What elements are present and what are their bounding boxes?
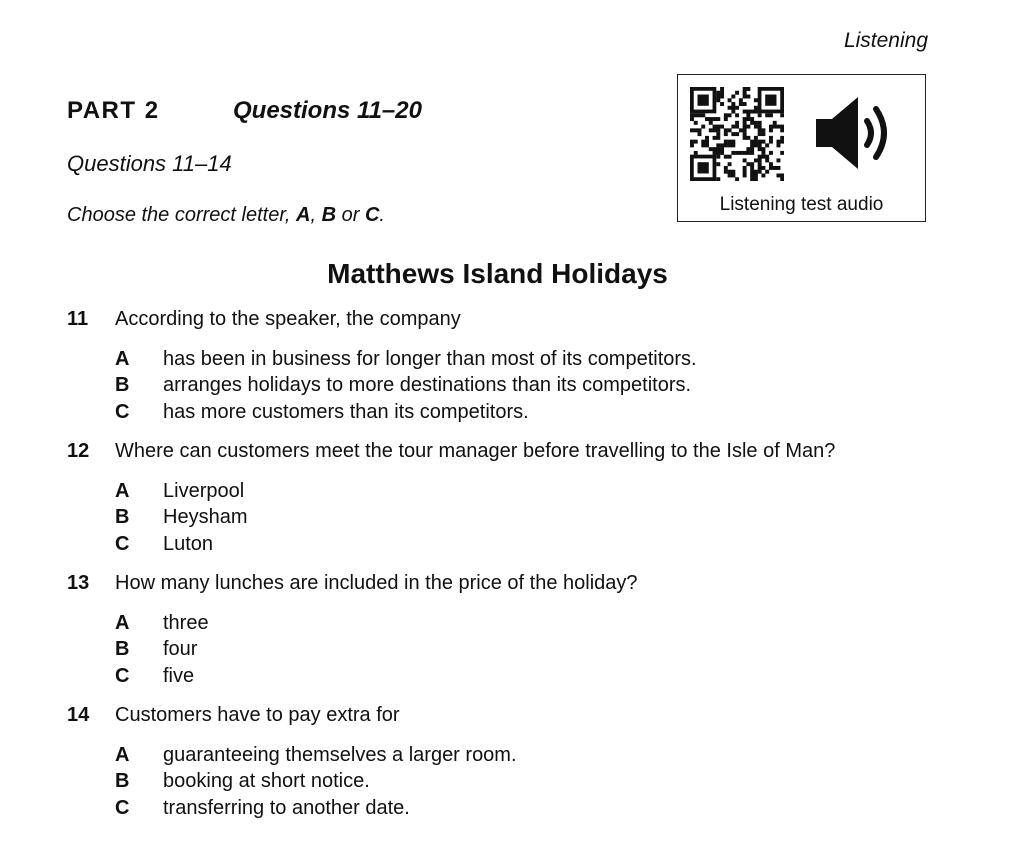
option-letter: C [115, 532, 130, 555]
question-text: Where can customers meet the tour manager before travelling to the Isle of Man? [115, 440, 836, 462]
option-text: booking at short notice. [163, 770, 370, 793]
audio-label: Listening test audio [719, 194, 884, 215]
option-letter: C [115, 664, 130, 687]
option-a[interactable] [115, 478, 967, 504]
question-number: 12 [67, 440, 90, 462]
option-c[interactable] [115, 399, 967, 425]
option-letter: A [115, 744, 130, 766]
option-letter: B [115, 374, 130, 397]
option-letter: C [115, 400, 130, 423]
option-text: has been in business for longer than most of its competitors. [163, 348, 697, 370]
audio-box[interactable] [677, 74, 926, 222]
instruction-suffix: . [379, 204, 385, 226]
question-number: 13 [67, 572, 90, 594]
option-letter: C [115, 796, 130, 819]
option-b[interactable] [115, 504, 967, 530]
instruction-letter-a: A [296, 204, 311, 226]
option-letter: A [115, 348, 130, 370]
option-text: Liverpool [163, 480, 245, 502]
option-c[interactable] [115, 663, 967, 689]
instruction-sep: or [336, 204, 365, 226]
question-text: According to the speaker, the company [115, 308, 461, 330]
instruction-letter-b: B [321, 204, 337, 226]
option-letter: B [115, 506, 130, 529]
question-14 [67, 702, 967, 821]
option-letter: B [115, 770, 130, 793]
part-title: PART 2 [67, 97, 160, 124]
option-b[interactable] [115, 768, 967, 794]
question-12 [67, 438, 967, 557]
instruction-text: Choose the correct letter, [67, 204, 297, 226]
question-number: 11 [67, 308, 89, 330]
option-c[interactable] [115, 795, 967, 821]
part-questions-range: Questions 11–20 [233, 97, 422, 124]
speaker-icon[interactable] [812, 93, 898, 178]
qr-code[interactable] [690, 87, 784, 186]
document-title: Matthews Island Holidays [327, 258, 668, 289]
option-a[interactable] [115, 346, 967, 372]
option-letter: B [115, 638, 130, 661]
option-text: Heysham [163, 506, 248, 529]
question-text: Customers have to pay extra for [115, 704, 400, 726]
option-text: three [163, 612, 209, 634]
option-c[interactable] [115, 531, 967, 557]
option-text: arranges holidays to more destinations than its competitors. [163, 374, 692, 397]
option-a[interactable] [115, 742, 967, 768]
option-text: five [163, 664, 195, 687]
question-number: 14 [67, 704, 90, 726]
question-11 [67, 306, 967, 425]
option-text: transferring to another date. [163, 796, 410, 819]
instruction-sep: , [310, 204, 322, 226]
option-b[interactable] [115, 636, 967, 662]
option-text: guaranteeing themselves a larger room. [163, 744, 517, 766]
option-b[interactable] [115, 372, 967, 398]
option-letter: A [115, 612, 130, 634]
question-13 [67, 570, 967, 689]
option-a[interactable] [115, 610, 967, 636]
option-text: four [163, 638, 198, 661]
option-text: has more customers than its competitors. [163, 400, 529, 423]
question-text: How many lunches are included in the price of the holiday? [115, 572, 638, 594]
sub-heading: Questions 11–14 [67, 151, 232, 176]
instruction-letter-c: C [364, 204, 380, 226]
section-header: Listening [843, 29, 928, 52]
instruction [67, 204, 385, 227]
option-text: Luton [163, 532, 214, 555]
option-letter: A [115, 480, 130, 502]
